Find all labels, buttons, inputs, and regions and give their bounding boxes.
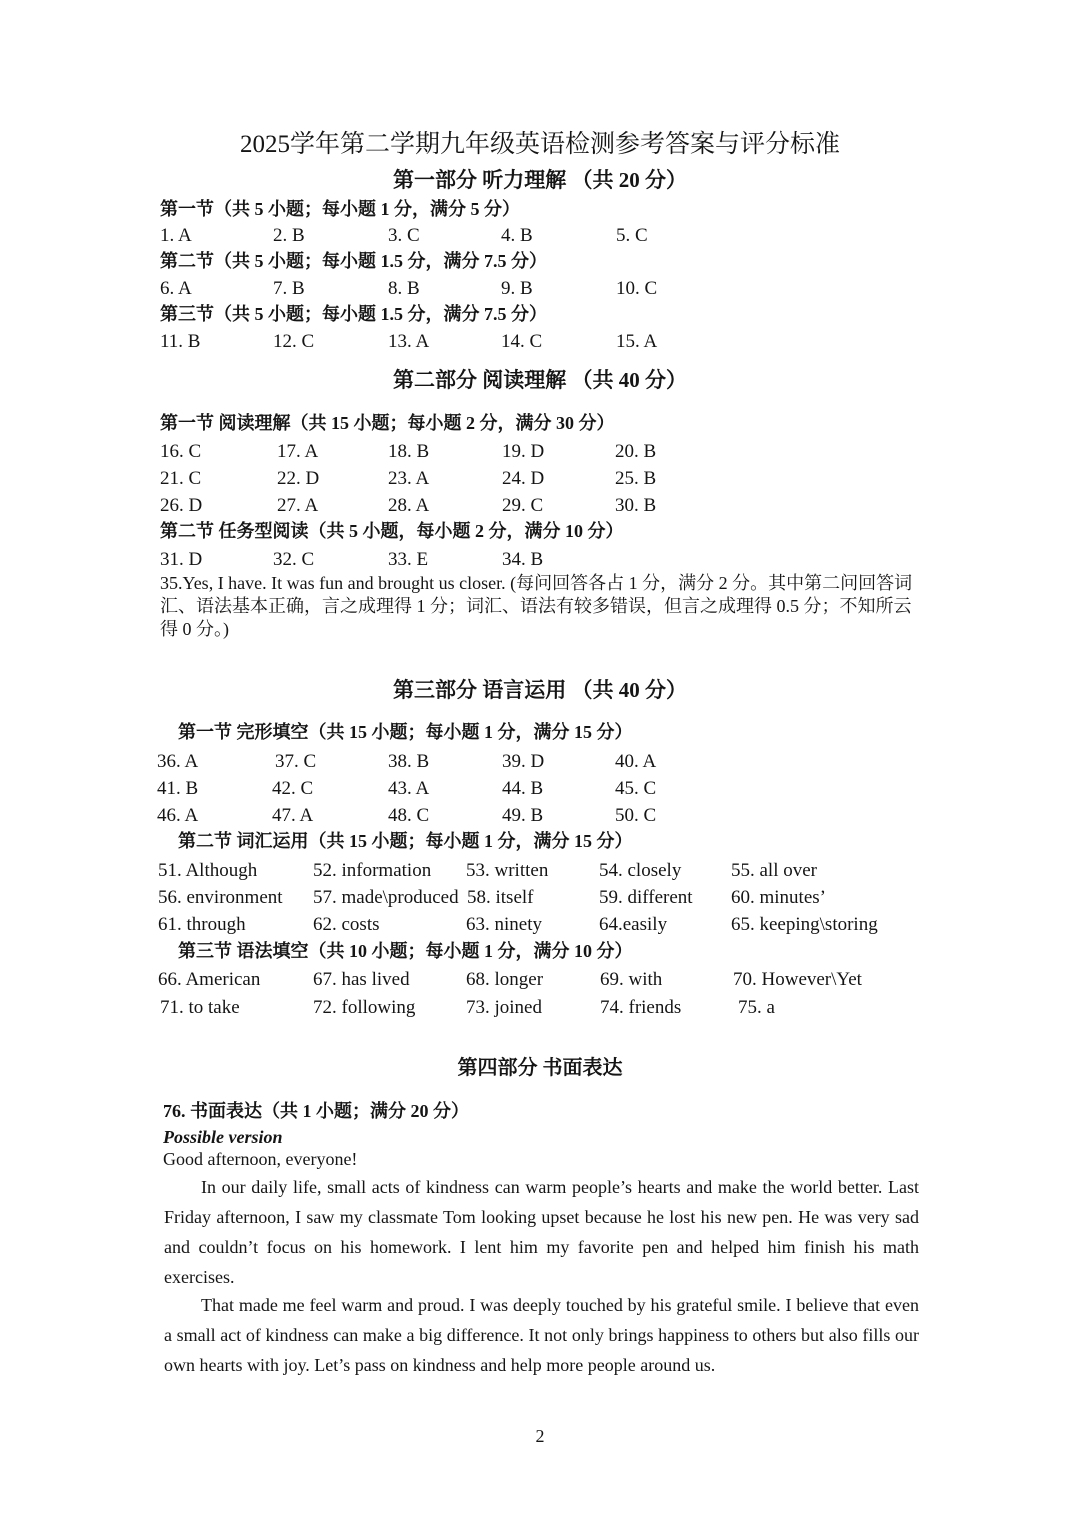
essay-paragraph-text: That made me feel warm and proud. I was deeply touched by his grateful smile. I believe that even a small act of kindness can make a big difference. It not only brings happiness to others but also fills our own hearts with joy. Let’s pass on kindness and help more people around us. xyxy=(164,1295,919,1375)
answer-item: 37. C xyxy=(275,751,317,772)
answer-item: 12. C xyxy=(273,331,315,352)
answer-item: 24. D xyxy=(502,468,545,489)
answer-item: 23. A xyxy=(388,468,430,489)
answer-item: 65. keeping\storing xyxy=(731,914,878,935)
answer-item: 70. However\Yet xyxy=(733,969,862,990)
answer-item: 25. B xyxy=(615,468,657,489)
answer-item: 41. B xyxy=(157,778,199,799)
answer-item: 69. with xyxy=(600,969,663,990)
answer-item: 62. costs xyxy=(313,914,380,935)
answer-item: 33. E xyxy=(388,549,429,570)
answer-item: 47. A xyxy=(272,805,314,826)
answer-item: 31. D xyxy=(160,549,203,570)
answer-item: 71. to take xyxy=(160,997,240,1018)
answer-item: 21. C xyxy=(160,468,202,489)
answer-item: 60. minutes’ xyxy=(731,887,826,908)
part3-section1-heading: 第一节 完形填空（共 15 小题；每小题 1 分，满分 15 分） xyxy=(178,722,633,742)
essay-paragraph-text: In our daily life, small acts of kindness can warm people’s hearts and make the world better. Last Friday afternoon, I saw my classmate Tom looking upset because he lost his new pen. He was very sad and couldn’t focus on his homework. I lent him my favorite pen and helped him finish his math exercises. xyxy=(164,1177,919,1287)
answer-item: 48. C xyxy=(388,805,430,826)
answer-item: 5. C xyxy=(616,225,648,246)
answer-item: 38. B xyxy=(388,751,430,772)
answer-item: 67. has lived xyxy=(313,969,410,990)
part1-section2-heading: 第二节（共 5 小题；每小题 1.5 分，满分 7.5 分） xyxy=(160,251,547,271)
part4-heading: 第四部分 书面表达 xyxy=(457,1057,623,1079)
answer-item: 32. C xyxy=(273,549,315,570)
answer-item: 8. B xyxy=(388,278,420,299)
answer-item: 59. different xyxy=(599,887,693,908)
answer-item: 49. B xyxy=(502,805,544,826)
answer-item: 56. environment xyxy=(158,887,283,908)
answer-item: 17. A xyxy=(277,441,319,462)
part2-section2-heading: 第二节 任务型阅读（共 5 小题，每小题 2 分，满分 10 分） xyxy=(160,521,624,541)
answer-item: 4. B xyxy=(501,225,533,246)
answer-item: 30. B xyxy=(615,495,657,516)
answer-item: 50. C xyxy=(615,805,657,826)
essay-paragraph xyxy=(164,1172,919,1292)
part3-section2-heading: 第二节 词汇运用（共 15 小题；每小题 1 分，满分 15 分） xyxy=(178,831,633,851)
answer-item: 73. joined xyxy=(466,997,542,1018)
part1-section1-heading: 第一节（共 5 小题；每小题 1 分，满分 5 分） xyxy=(160,199,520,219)
essay-greeting: Good afternoon, everyone! xyxy=(163,1149,358,1169)
answer-item: 66. American xyxy=(158,969,261,990)
part1-section3-heading: 第三节（共 5 小题；每小题 1.5 分，满分 7.5 分） xyxy=(160,304,547,324)
q35-answer-note: 35.Yes, I have. It was fun and brought us closer. (每问回答各占 1 分，满分 2 分。其中第二问回答词汇、语法基本正确，言之成理得 1 分；词汇、语法有较多错误，但言之成理得 0.5 分；不知所云得 0 分。) xyxy=(160,573,913,639)
answer-item: 64.easily xyxy=(599,914,668,935)
possible-version-label: Possible version xyxy=(163,1127,283,1147)
answer-item: 55. all over xyxy=(731,860,818,881)
answer-item: 34. B xyxy=(502,549,544,570)
answer-item: 15. A xyxy=(616,331,658,352)
answer-item: 1. A xyxy=(160,225,192,246)
answer-item: 45. C xyxy=(615,778,657,799)
answer-item: 58. itself xyxy=(467,887,534,908)
answer-item: 20. B xyxy=(615,441,657,462)
answer-item: 14. C xyxy=(501,331,543,352)
answer-item: 36. A xyxy=(157,751,199,772)
answer-item: 68. longer xyxy=(466,969,544,990)
answer-item: 52. information xyxy=(313,860,432,881)
q76-heading: 76. 书面表达（共 1 小题；满分 20 分） xyxy=(163,1101,469,1121)
answer-item: 3. C xyxy=(388,225,420,246)
answer-item: 57. made\produced xyxy=(313,887,459,908)
document-title: 2025学年第二学期九年级英语检测参考答案与评分标准 xyxy=(239,131,840,158)
answer-item: 9. B xyxy=(501,278,533,299)
answer-item: 19. D xyxy=(502,441,545,462)
answer-item: 16. C xyxy=(160,441,202,462)
answer-item: 28. A xyxy=(388,495,430,516)
answer-item: 51. Although xyxy=(158,860,258,881)
answer-item: 74. friends xyxy=(600,997,682,1018)
answer-item: 18. B xyxy=(388,441,430,462)
answer-item: 54. closely xyxy=(599,860,682,881)
answer-item: 13. A xyxy=(388,331,430,352)
page-number: 2 xyxy=(535,1426,545,1446)
answer-item: 53. written xyxy=(466,860,549,881)
answer-item: 10. C xyxy=(616,278,658,299)
answer-item: 39. D xyxy=(502,751,545,772)
answer-item: 29. C xyxy=(502,495,544,516)
part1-heading: 第一部分 听力理解 （共 20 分） xyxy=(393,168,687,192)
answer-item: 42. C xyxy=(272,778,314,799)
answer-item: 40. A xyxy=(615,751,657,772)
answer-item: 11. B xyxy=(160,331,201,352)
answer-item: 44. B xyxy=(502,778,544,799)
answer-item: 61. through xyxy=(158,914,246,935)
answer-item: 72. following xyxy=(313,997,416,1018)
part2-heading: 第二部分 阅读理解 （共 40 分） xyxy=(393,368,687,392)
essay-paragraph xyxy=(164,1290,919,1380)
answer-item: 2. B xyxy=(273,225,305,246)
answer-item: 63. ninety xyxy=(466,914,542,935)
answer-item: 6. A xyxy=(160,278,192,299)
answer-item: 7. B xyxy=(273,278,305,299)
part3-heading: 第三部分 语言运用 （共 40 分） xyxy=(393,678,687,702)
answer-item: 46. A xyxy=(157,805,199,826)
answer-item: 75. a xyxy=(738,997,775,1018)
answer-item: 27. A xyxy=(277,495,319,516)
answer-item: 22. D xyxy=(277,468,320,489)
answer-item: 26. D xyxy=(160,495,203,516)
part2-section1-heading: 第一节 阅读理解（共 15 小题；每小题 2 分，满分 30 分） xyxy=(160,413,615,433)
part3-section3-heading: 第三节 语法填空（共 10 小题；每小题 1 分，满分 10 分） xyxy=(178,941,633,961)
answer-item: 43. A xyxy=(388,778,430,799)
